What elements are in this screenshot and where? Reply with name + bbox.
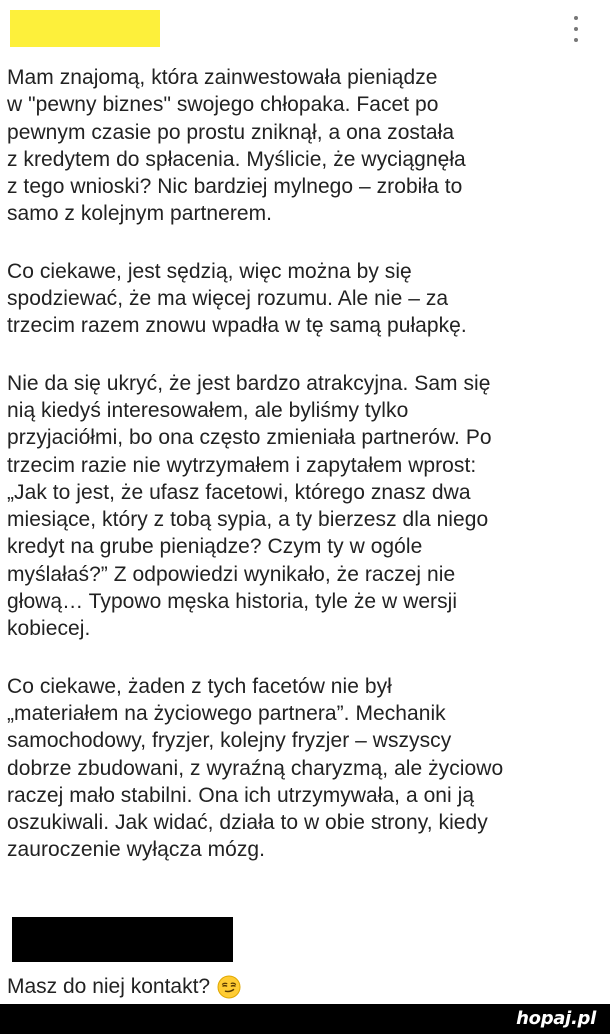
text-line: pewnym czasie po prostu zniknął, a ona została: [7, 120, 455, 144]
text-line: myślałaś?” Z odpowiedzi wynikało, że raczej nie: [7, 562, 456, 586]
text-line: Co ciekawe, żaden z tych facetów nie był: [7, 674, 392, 698]
text-line: „materiałem na życiowego partnera”. Mechanik: [7, 701, 446, 725]
smirking-face-icon: [217, 975, 241, 999]
menu-dot: [574, 16, 578, 20]
text-line: trzecim razie nie wytrzymałem i zapytałem wprost:: [7, 453, 477, 477]
text-line: kredyt na grube pieniądze? Czym ty w ogóle: [7, 535, 423, 559]
text-line: Co ciekawe, jest sędzią, więc można by się: [7, 259, 412, 283]
post-paragraph: [7, 370, 603, 643]
menu-dot: [574, 38, 578, 42]
text-line: oszukiwali. Jak widać, działa to w obie strony, kiedy: [7, 811, 488, 835]
text-line: głową… Typowo męska historia, tyle że w wersji: [7, 590, 458, 614]
menu-dot: [574, 27, 578, 31]
text-line: z kredytem do spłacenia. Myślicie, że wyciągnęła: [7, 147, 466, 171]
text-line: z tego wnioski? Nic bardziej mylnego – zrobiła to: [7, 175, 463, 199]
text-line: spodziewać, że ma więcej rozumu. Ale nie – za: [7, 287, 449, 311]
text-line: Nie da się ukryć, że jest bardzo atrakcyjna. Sam się: [7, 371, 491, 395]
reply-comment: [7, 973, 241, 1001]
text-line: miesiące, który z tobą sypia, a ty bierzesz dla niego: [7, 508, 489, 532]
text-line: zauroczenie wyłącza mózg.: [7, 838, 266, 862]
text-line: Mam znajomą, która zainwestowała pieniądze: [7, 66, 438, 89]
reply-text: Masz do niej kontakt?: [7, 975, 211, 998]
post-paragraph: [7, 64, 603, 228]
post-paragraph: [7, 258, 603, 340]
text-line: samo z kolejnym partnerem.: [7, 202, 273, 226]
more-options-icon[interactable]: [569, 16, 583, 42]
footer-bar: [0, 1004, 610, 1034]
text-line: „Jak to jest, że ufasz facetowi, którego znasz dwa: [7, 480, 471, 504]
redacted-commenter: [12, 917, 233, 962]
text-line: trzecim razem znowu wpadła w tę samą pułapkę.: [7, 314, 467, 338]
text-line: nią kiedyś interesowałem, ale byliśmy tylko: [7, 398, 409, 422]
text-line: dobrze zbudowani, z wyraźną charyzmą, ale życiowo: [7, 756, 504, 780]
post-paragraph: [7, 673, 603, 864]
text-line: w "pewny biznes" swojego chłopaka. Facet po: [7, 93, 439, 117]
text-line: kobiecej.: [7, 617, 91, 641]
redacted-username: [10, 10, 160, 47]
text-line: przyjaciółmi, bo ona często zmieniała partnerów. Po: [7, 426, 492, 450]
post-body: [7, 64, 603, 894]
watermark-logo: hopaj.pl: [516, 1008, 596, 1029]
text-line: samochodowy, fryzjer, kolejny fryzjer – wszyscy: [7, 729, 452, 753]
text-line: raczej mało stabilni. Ona ich utrzymywała, a oni ją: [7, 783, 475, 807]
